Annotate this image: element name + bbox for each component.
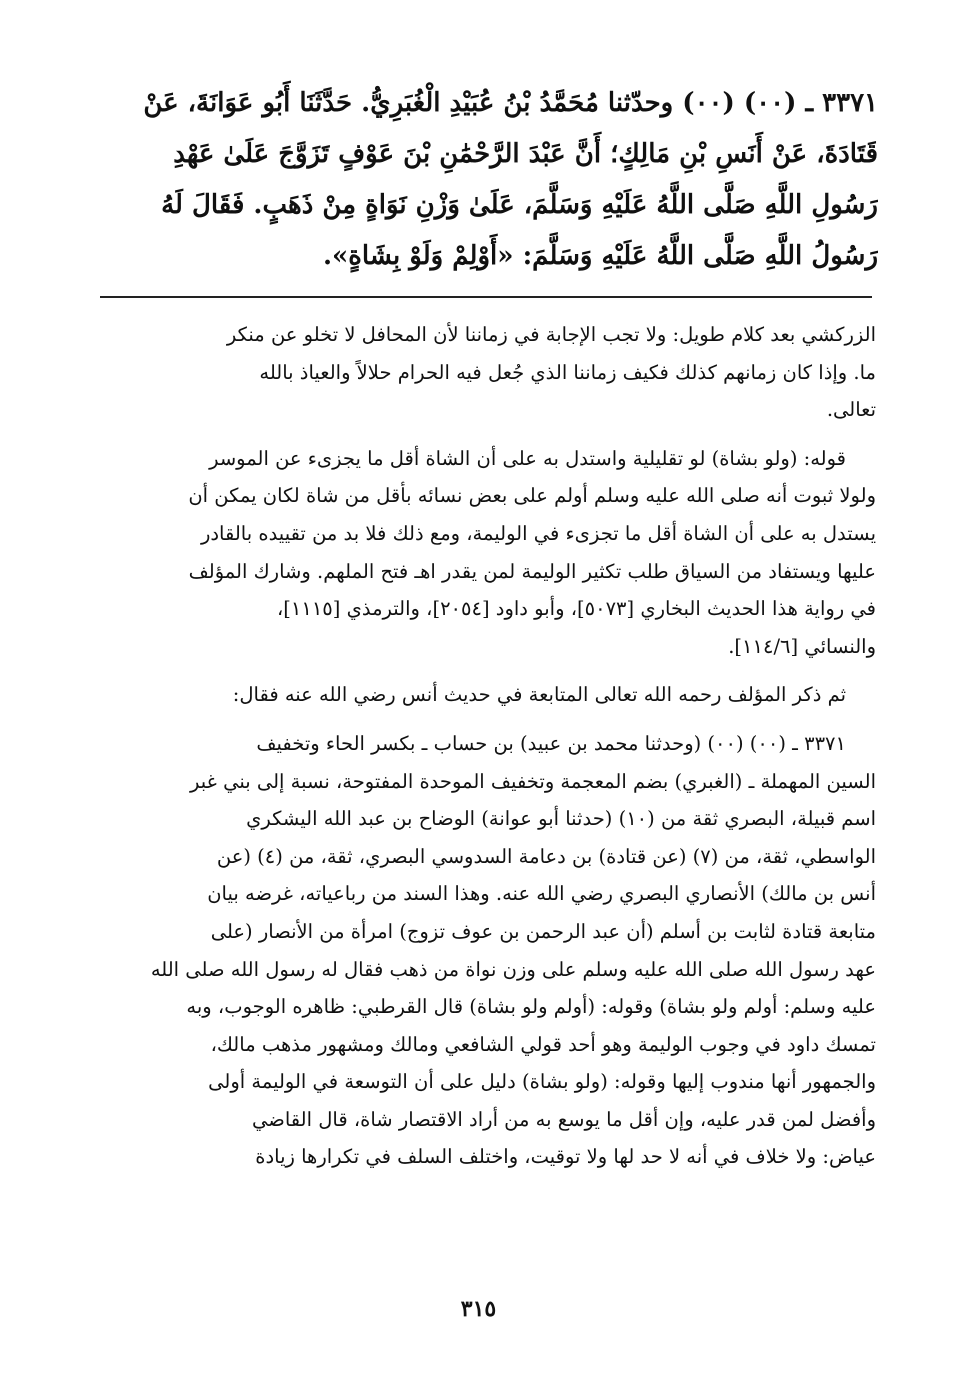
text-line: عليها ويستفاد من السياق طلب تكثير الوليمة لمن يقدر اهـ فتح الملهم. وشارك المؤلف <box>188 559 876 583</box>
hadith-quote: «أَوْلِمْ وَلَوْ بِشَاةٍ». <box>322 241 514 271</box>
text-line: وأفضل لمن قدر عليه، وإن أقل ما يوسع به من أراد الاقتصار شاة، قال القاضي <box>252 1107 876 1131</box>
text-line: الواسطي، ثقة، من (٧) (عن قتادة) بن دعامة السدوسي البصري، ثقة، من (٤) (عن <box>216 844 876 868</box>
hadith-line: ٣٣٧١ ـ (٠٠) (٠٠) وحدّثنا مُحَمَّدُ بْنُ عُبَيْدِ الْغُبَرِيُّ. حَدَّثَنَا أَبُو عَوَانَةَ، عَنْ <box>143 88 878 118</box>
text-line: اسم قبيلة، البصري ثقة من (١٠) (حدثنا أبو عوانة) الوضاح بن عبد الله اليشكري <box>246 807 876 831</box>
text-line: تعالى. <box>826 398 876 422</box>
hadith-text <box>86 78 878 282</box>
text-line: عهد رسول الله صلى الله عليه وسلم على وزن نواة من ذهب فقال له رسول الله صلى الله <box>150 957 876 981</box>
text-line: والجمهور أنها مندوب إليها وقوله: (ولو بشاة) دليل على أن التوسعة في الوليمة أولى <box>208 1070 876 1094</box>
hadith-line-last <box>86 231 878 282</box>
text-line: عليه وسلم: أولم ولو بشاة) وقوله: (أولم ولو بشاة) قال القرطبي: ظاهره الوجوب، وبه <box>186 995 876 1019</box>
commentary-paragraph-1 <box>86 316 876 429</box>
commentary <box>86 316 876 1176</box>
hadith-line: رَسُولُ اللَّهِ صَلَّى اللَّهُ عَلَيْهِ وَسَلَّمَ: <box>522 241 878 271</box>
footnote-divider <box>100 296 872 298</box>
page-number: ٣١٥ <box>460 1296 497 1322</box>
text-line: ولولا ثبوت أنه صلى الله عليه وسلم أولم على بعض نسائه بأقل من شاة لكان يمكن أن <box>188 484 876 508</box>
text-line: عياض: ولا خلاف في أنه لا حد لها ولا توقيت، واختلف السلف في تكرارها زيادة <box>255 1145 876 1169</box>
hadith-line: قَتَادَةَ، عَنْ أَنَسِ بْنِ مَالِكٍ؛ أَنَّ عَبْدَ الرَّحْمَٰنِ بْنَ عَوْفٍ تَزَوَّجَ عَلَىٰ عَهْدِ <box>173 139 878 169</box>
text-line: ٣٣٧١ ـ (٠٠) (٠٠) (وحدثنا محمد بن عبيد) بن حساب ـ بكسر الحاء وتخفيف <box>256 731 846 755</box>
text-line: تمسك داود في وجوب الوليمة وهو أحد قولي الشافعي ومالك ومشهور مذهب مالك، <box>210 1032 876 1056</box>
text-line: في رواية هذا الحديث البخاري [٥٠٧٣]، وأبو داود [٢٠٥٤]، والترمذي [١١١٥]، <box>276 597 876 621</box>
text-line: أنس بن مالك) الأنصاري البصري رضي الله عنه. وهذا السند من رباعياته، غرضه بيان <box>207 882 876 906</box>
commentary-paragraph-2 <box>86 440 876 666</box>
commentary-paragraph-3 <box>86 676 876 714</box>
text-line: الزركشي بعد كلام طويل: ولا تجب الإجابة في زماننا لأن المحافل لا تخلو عن منكر <box>226 323 876 346</box>
text-line: يستدل به على أن الشاة أقل ما تجزىء في الوليمة، ومع ذلك فلا بد من تقييده بالقادر <box>200 521 876 545</box>
text-line: متابعة قتادة لثابت بن أسلم (أن عبد الرحمن بن عوف تزوج) امرأة من الأنصار (على <box>210 919 876 943</box>
commentary-paragraph-4 <box>86 725 876 1176</box>
text-line: السين المهملة ـ (الغبري) بضم المعجمة وتخفيف الموحدة المفتوحة، نسبة إلى بني غبر <box>190 769 876 793</box>
hadith-line: رَسُولِ اللَّهِ صَلَّى اللَّهُ عَلَيْهِ وَسَلَّمَ، عَلَىٰ وَزْنِ نَوَاةٍ مِنْ ذَهَبٍ. فَقَالَ لَهُ <box>161 190 878 220</box>
text-line: ثم ذكر المؤلف رحمه الله تعالى المتابعة في حديث أنس رضي الله عنه فقال: <box>232 683 846 707</box>
text-line: والنسائي [١١٤/٦]. <box>728 634 876 658</box>
text-line: قوله: (ولو بشاة) لو تقليلية واستدل به على أن الشاة أقل ما يجزىء عن الموسر <box>209 446 846 470</box>
text-line: ما. وإذا كان زمانهم كذلك فكيف زماننا الذي جُعل فيه الحرام حلالاً والعياذ بالله <box>259 360 876 384</box>
